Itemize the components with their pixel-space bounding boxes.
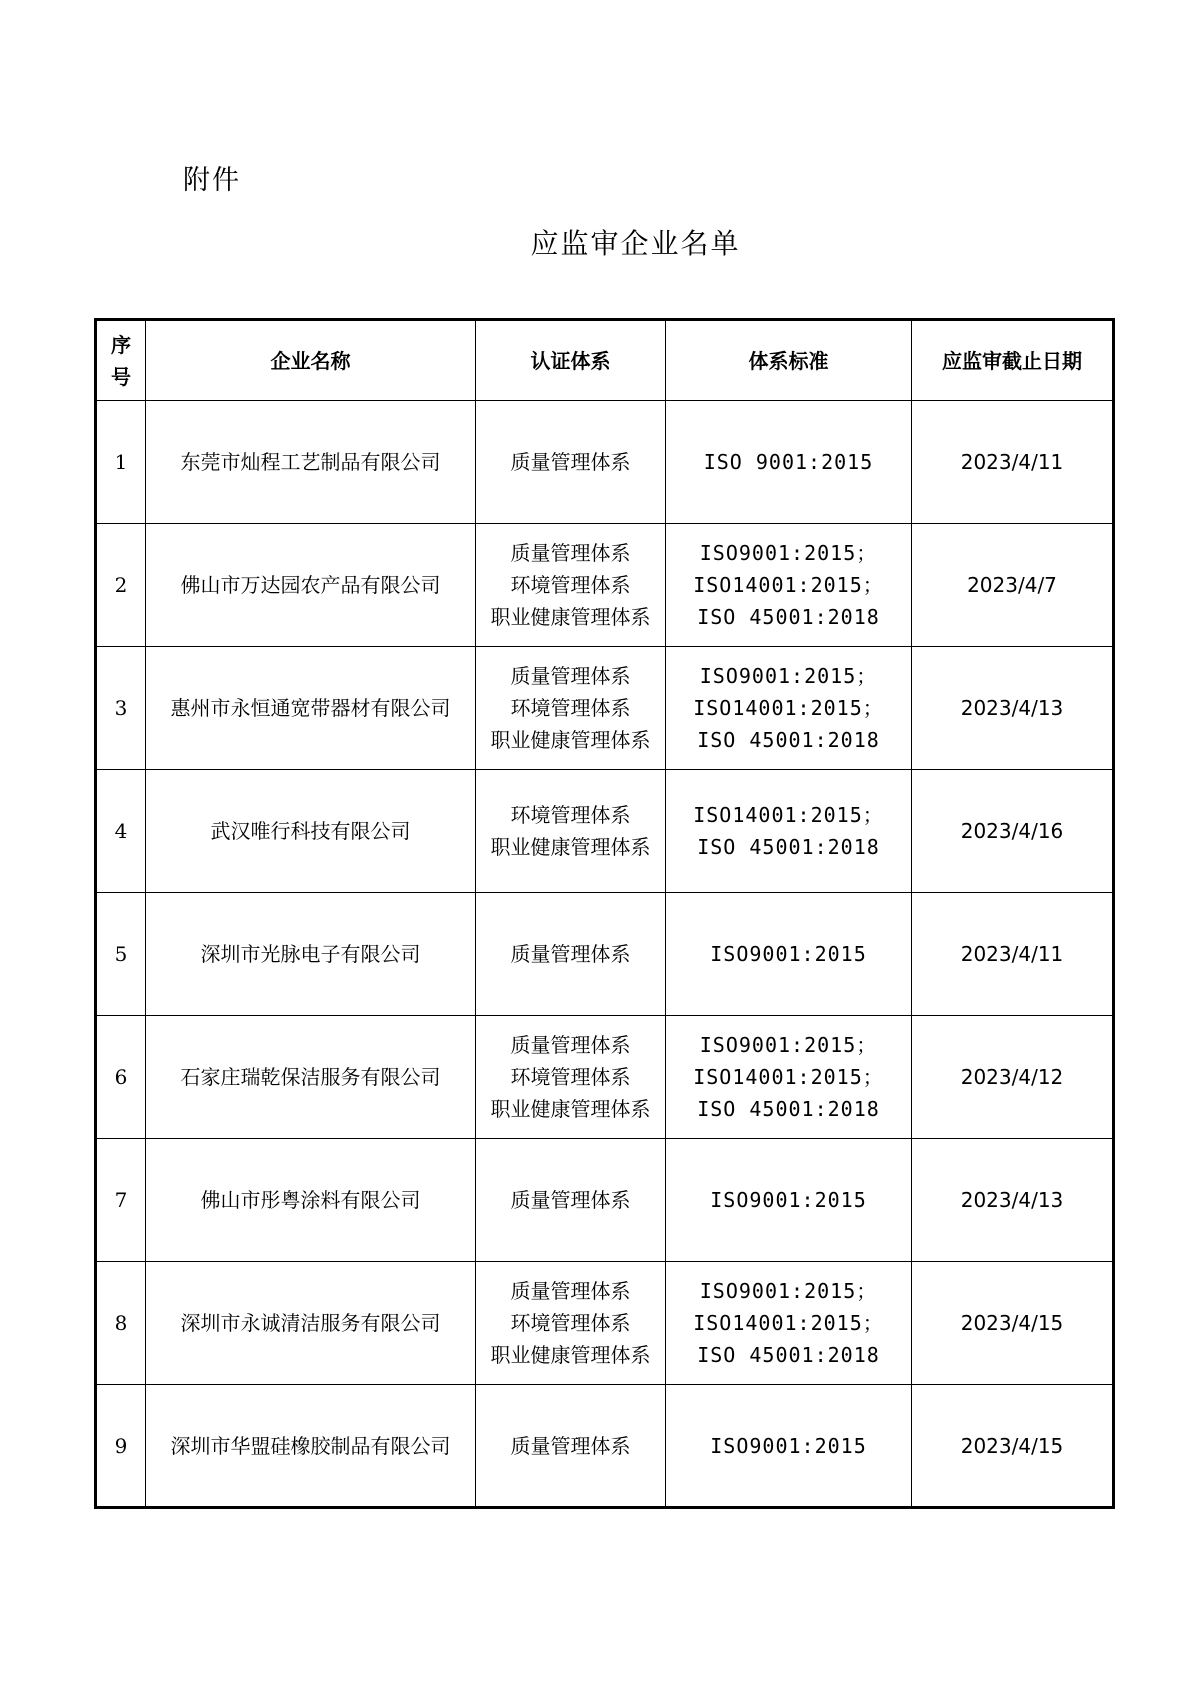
system-standard-item: ISO9001:2015； — [699, 541, 878, 565]
row-cert-systems — [476, 1139, 666, 1262]
row-audit-deadline: 2023/4/13 — [912, 647, 1114, 770]
cert-system-item: 质量管理体系 — [510, 664, 631, 688]
system-standard-item: ISO14001:2015； — [693, 1065, 884, 1089]
row-company-name: 深圳市光脉电子有限公司 — [146, 893, 476, 1016]
system-standard-item: ISO9001:2015 — [710, 1433, 867, 1458]
system-standard-item: ISO 9001:2015 — [703, 450, 874, 474]
cert-system-item: 环境管理体系 — [510, 1065, 631, 1089]
cert-system-item: 职业健康管理体系 — [490, 1097, 651, 1121]
cert-system-item: 质量管理体系 — [510, 541, 631, 565]
row-seq: 1 — [96, 401, 146, 524]
row-company-name: 石家庄瑞乾保洁服务有限公司 — [146, 1016, 476, 1139]
row-company-name: 武汉唯行科技有限公司 — [146, 770, 476, 893]
row-cert-systems — [476, 1385, 666, 1508]
system-standard-item: ISO9001:2015； — [699, 1033, 878, 1057]
row-system-standards — [666, 1385, 912, 1508]
row-company-name: 深圳市华盟硅橡胶制品有限公司 — [146, 1385, 476, 1508]
system-standard-item: ISO 45001:2018 — [697, 1343, 880, 1367]
table-row — [96, 1385, 1114, 1508]
row-seq: 9 — [96, 1385, 146, 1508]
row-cert-systems — [476, 524, 666, 647]
row-audit-deadline: 2023/4/12 — [912, 1016, 1114, 1139]
cert-system-item: 质量管理体系 — [510, 450, 631, 474]
row-cert-systems — [476, 770, 666, 893]
table-row — [96, 647, 1114, 770]
row-system-standards — [666, 893, 912, 1016]
header-cert-system: 认证体系 — [476, 320, 666, 401]
system-standard-item: ISO14001:2015； — [693, 803, 884, 827]
row-seq: 2 — [96, 524, 146, 647]
cert-system-item: 环境管理体系 — [510, 1311, 631, 1335]
header-system-standard: 体系标准 — [666, 320, 912, 401]
row-audit-deadline: 2023/4/11 — [912, 401, 1114, 524]
row-seq: 7 — [96, 1139, 146, 1262]
row-seq: 5 — [96, 893, 146, 1016]
cert-system-item: 职业健康管理体系 — [490, 728, 651, 752]
system-standard-item: ISO9001:2015 — [710, 1188, 867, 1212]
header-company-name: 企业名称 — [146, 320, 476, 401]
cert-system-item: 环境管理体系 — [510, 696, 631, 720]
table-row — [96, 524, 1114, 647]
table-row — [96, 893, 1114, 1016]
row-system-standards — [666, 770, 912, 893]
cert-system-item: 质量管理体系 — [510, 1188, 631, 1212]
row-cert-systems — [476, 1262, 666, 1385]
cert-system-item: 质量管理体系 — [510, 942, 631, 966]
system-standard-item: ISO 45001:2018 — [697, 835, 880, 859]
row-audit-deadline: 2023/4/11 — [912, 893, 1114, 1016]
row-company-name: 惠州市永恒通宽带器材有限公司 — [146, 647, 476, 770]
row-cert-systems — [476, 1016, 666, 1139]
table-header-row — [96, 320, 1114, 401]
system-standard-item: ISO14001:2015； — [693, 573, 884, 597]
document-title: 应监审企业名单 — [530, 227, 741, 260]
system-standard-item: ISO14001:2015； — [693, 696, 884, 720]
row-seq: 3 — [96, 647, 146, 770]
table-row — [96, 401, 1114, 524]
row-cert-systems — [476, 401, 666, 524]
audit-list-table — [94, 318, 1115, 1509]
row-audit-deadline: 2023/4/7 — [912, 524, 1114, 647]
row-audit-deadline: 2023/4/16 — [912, 770, 1114, 893]
system-standard-item: ISO9001:2015 — [710, 942, 867, 966]
table-row — [96, 1139, 1114, 1262]
row-seq: 4 — [96, 770, 146, 893]
row-audit-deadline: 2023/4/13 — [912, 1139, 1114, 1262]
cert-system-item: 职业健康管理体系 — [490, 835, 651, 859]
cert-system-item: 环境管理体系 — [510, 573, 631, 597]
row-audit-deadline: 2023/4/15 — [912, 1385, 1114, 1508]
header-audit-deadline: 应监审截止日期 — [912, 320, 1114, 401]
table-row — [96, 770, 1114, 893]
row-cert-systems — [476, 647, 666, 770]
system-standard-item: ISO 45001:2018 — [697, 605, 880, 629]
table-row — [96, 1262, 1114, 1385]
row-company-name: 深圳市永诚清洁服务有限公司 — [146, 1262, 476, 1385]
system-standard-item: ISO 45001:2018 — [697, 728, 880, 752]
row-seq: 8 — [96, 1262, 146, 1385]
row-seq: 6 — [96, 1016, 146, 1139]
system-standard-item: ISO 45001:2018 — [697, 1097, 880, 1121]
cert-system-item: 质量管理体系 — [510, 1433, 631, 1458]
row-audit-deadline: 2023/4/15 — [912, 1262, 1114, 1385]
row-system-standards — [666, 524, 912, 647]
table-row — [96, 1016, 1114, 1139]
attachment-label: 附件 — [183, 165, 241, 196]
row-company-name: 佛山市彤粤涂料有限公司 — [146, 1139, 476, 1262]
row-system-standards — [666, 1139, 912, 1262]
cert-system-item: 环境管理体系 — [510, 803, 631, 827]
row-system-standards — [666, 1016, 912, 1139]
cert-system-item: 质量管理体系 — [510, 1279, 631, 1303]
row-system-standards — [666, 1262, 912, 1385]
cert-system-item: 质量管理体系 — [510, 1033, 631, 1057]
system-standard-item: ISO9001:2015； — [699, 664, 878, 688]
header-seq: 序号 — [96, 320, 146, 401]
row-company-name: 东莞市灿程工艺制品有限公司 — [146, 401, 476, 524]
row-company-name: 佛山市万达园农产品有限公司 — [146, 524, 476, 647]
system-standard-item: ISO9001:2015； — [699, 1279, 878, 1303]
row-system-standards — [666, 647, 912, 770]
system-standard-item: ISO14001:2015； — [693, 1311, 884, 1335]
cert-system-item: 职业健康管理体系 — [490, 1343, 651, 1367]
row-system-standards — [666, 401, 912, 524]
table-body — [96, 401, 1114, 1508]
row-cert-systems — [476, 893, 666, 1016]
cert-system-item: 职业健康管理体系 — [490, 605, 651, 629]
